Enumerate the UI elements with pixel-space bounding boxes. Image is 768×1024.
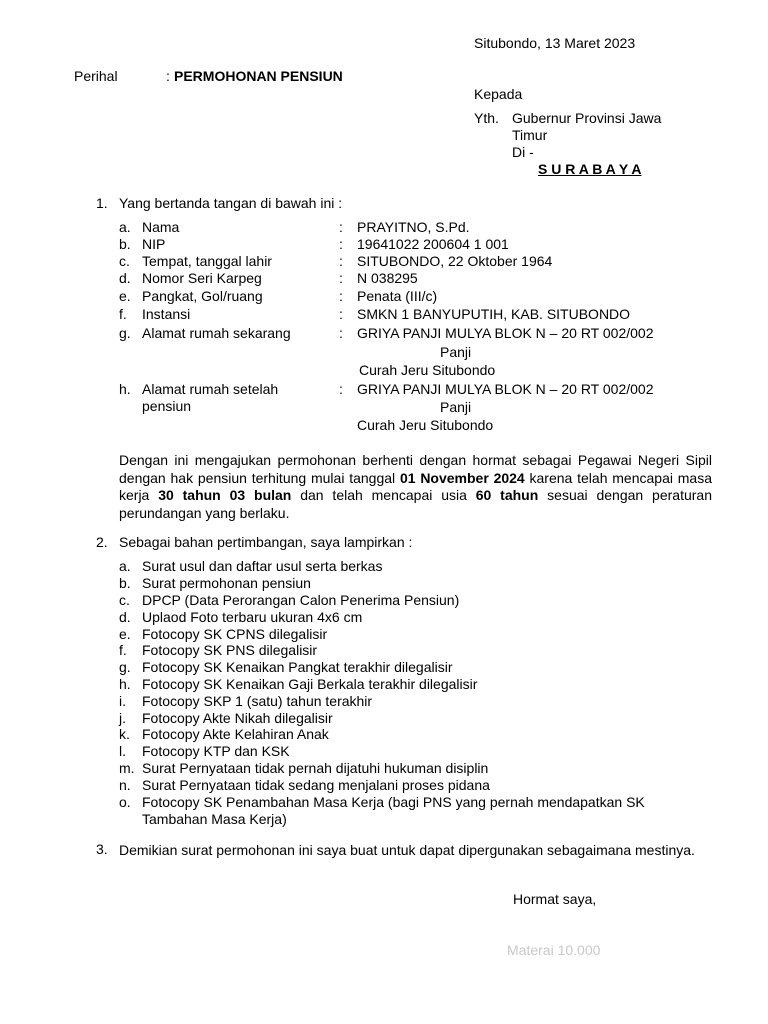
perihal-colon: : <box>166 68 170 84</box>
field-value-nama: PRAYITNO, S.Pd. <box>357 219 470 235</box>
list-item-letter: d. <box>119 609 131 625</box>
list-item: Surat permohonan pensiun <box>142 575 311 591</box>
request-paragraph <box>119 452 712 522</box>
section-2-intro: Sebagai bahan pertimbangan, saya lampirkan : <box>119 534 413 550</box>
field-letter: c. <box>119 253 130 269</box>
closing-salutation: Hormat saya, <box>513 891 597 907</box>
list-item: Fotocopy KTP dan KSK <box>142 743 290 759</box>
list-item-letter: f. <box>119 642 127 658</box>
list-item: Fotocopy SKP 1 (satu) tahun terakhir <box>142 693 373 709</box>
field-value-nip: 19641022 200604 1 001 <box>357 236 509 252</box>
field-colon: : <box>339 236 343 252</box>
paragraph-text: karena telah mencapai masa kerja <box>119 469 712 503</box>
retirement-date: 01 November 2024 <box>399 469 525 486</box>
field-label-address-after: Alamat rumah setelah <box>142 381 279 397</box>
section-2-number: 2. <box>96 534 108 550</box>
di-label: Di - <box>512 144 534 160</box>
recipient-line-1: Gubernur Provinsi Jawa <box>512 110 662 126</box>
list-item: Fotocopy SK Kenaikan Pangkat terakhir dilegalisir <box>142 659 453 675</box>
section-1-number: 1. <box>96 195 108 211</box>
field-colon: : <box>339 325 343 341</box>
field-letter: b. <box>119 236 131 252</box>
list-item-letter: o. <box>119 794 131 810</box>
list-item: Fotocopy SK Penambahan Masa Kerja (bagi PNS yang pernah mendapatkan SK <box>142 794 645 810</box>
list-item-continuation: Tambahan Masa Kerja) <box>142 811 287 827</box>
field-colon: : <box>339 306 343 322</box>
field-value-instansi: SMKN 1 BANYUPUTIH, KAB. SITUBONDO <box>357 306 631 322</box>
field-label-karpeg: Nomor Seri Karpeg <box>142 270 262 286</box>
list-item: Fotocopy Akte Nikah dilegalisir <box>142 710 333 726</box>
materai-placeholder: Materai 10.000 <box>507 942 601 958</box>
field-label-address-after-2: pensiun <box>142 398 192 414</box>
list-item-letter: c. <box>119 592 130 608</box>
field-value-address-after: GRIYA PANJI MULYA BLOK N – 20 RT 002/002 <box>357 381 654 397</box>
field-colon: : <box>339 253 343 269</box>
field-colon: : <box>339 219 343 235</box>
list-item: Surat usul dan daftar usul serta berkas <box>142 558 383 574</box>
field-letter: f. <box>119 306 127 322</box>
list-item-letter: g. <box>119 659 131 675</box>
list-item: Uplaod Foto terbaru ukuran 4x6 cm <box>142 609 363 625</box>
list-item: Surat Pernyataan tidak pernah dijatuhi hukuman disiplin <box>142 760 489 776</box>
list-item-letter: e. <box>119 626 131 642</box>
field-letter: e. <box>119 288 131 304</box>
list-item: Fotocopy SK CPNS dilegalisir <box>142 626 328 642</box>
paragraph-text: dan telah mencapai usia <box>291 487 476 503</box>
work-period: 30 tahun 03 bulan <box>158 487 292 503</box>
recipient-city: S U R A B A Y A <box>538 161 642 177</box>
perihal-value: PERMOHONAN PENSIUN <box>174 68 343 84</box>
paragraph-text: Dengan ini mengajukan permohonan berhenti dengan hormat sebagai Pegawai Negeri Sipil dengan hak pensiun terhitung mulai tanggal <box>119 452 712 486</box>
field-label-address-now: Alamat rumah sekarang <box>142 325 291 341</box>
field-label-pangkat: Pangkat, Gol/ruang <box>142 288 263 304</box>
closing-paragraph: Demikian surat permohonan ini saya buat untuk dapat dipergunakan sebagaimana mestinya. <box>119 842 695 858</box>
section-1-intro: Yang bertanda tangan di bawah ini : <box>119 195 343 211</box>
field-label-birth: Tempat, tanggal lahir <box>142 253 272 269</box>
list-item: DPCP (Data Perorangan Calon Penerima Pensiun) <box>142 592 460 608</box>
list-item: Surat Pernyataan tidak sedang menjalani proses pidana <box>142 777 490 793</box>
list-item: Fotocopy SK PNS dilegalisir <box>142 642 318 658</box>
field-letter: h. <box>119 381 131 397</box>
field-label-nama: Nama <box>142 219 180 235</box>
kepada-label: Kepada <box>474 86 523 102</box>
field-value-birth: SITUBONDO, 22 Oktober 1964 <box>357 253 553 269</box>
list-item-letter: n. <box>119 777 131 793</box>
field-letter: g. <box>119 325 131 341</box>
field-value-pangkat: Penata (III/c) <box>357 288 438 304</box>
field-letter: a. <box>119 219 131 235</box>
list-item: Fotocopy Akte Kelahiran Anak <box>142 726 329 742</box>
field-colon: : <box>339 270 343 286</box>
list-item-letter: b. <box>119 575 131 591</box>
field-label-instansi: Instansi <box>142 306 191 322</box>
field-value-address-after-3: Curah Jeru Situbondo <box>357 417 494 433</box>
letter-date: Situbondo, 13 Maret 2023 <box>474 35 636 51</box>
list-item-letter: l. <box>119 743 126 759</box>
list-item-letter: j. <box>119 710 126 726</box>
recipient-line-2: Timur <box>512 127 548 143</box>
paragraph-text: sesuai dengan peraturan perundangan yang berlaku. <box>119 487 712 521</box>
section-3-number: 3. <box>96 841 108 857</box>
field-value-karpeg: N 038295 <box>357 270 418 286</box>
field-value-address-now: GRIYA PANJI MULYA BLOK N – 20 RT 002/002 <box>357 325 654 341</box>
perihal-label: Perihal <box>74 68 118 84</box>
field-colon: : <box>339 381 343 397</box>
list-item-letter: h. <box>119 676 131 692</box>
field-value-address-now-3: Curah Jeru Situbondo <box>359 362 496 378</box>
field-label-nip: NIP <box>142 236 166 252</box>
field-letter: d. <box>119 270 131 286</box>
list-item-letter: i. <box>119 693 126 709</box>
list-item: Fotocopy SK Kenaikan Gaji Berkala terakhir dilegalisir <box>142 676 478 692</box>
list-item-letter: m. <box>119 760 135 776</box>
field-value-address-after-2: Panji <box>440 399 472 415</box>
list-item-letter: a. <box>119 558 131 574</box>
field-colon: : <box>339 288 343 304</box>
list-item-letter: k. <box>119 726 130 742</box>
age: 60 tahun <box>475 487 539 503</box>
field-value-address-now-2: Panji <box>440 344 472 360</box>
yth-label: Yth. <box>474 110 499 126</box>
